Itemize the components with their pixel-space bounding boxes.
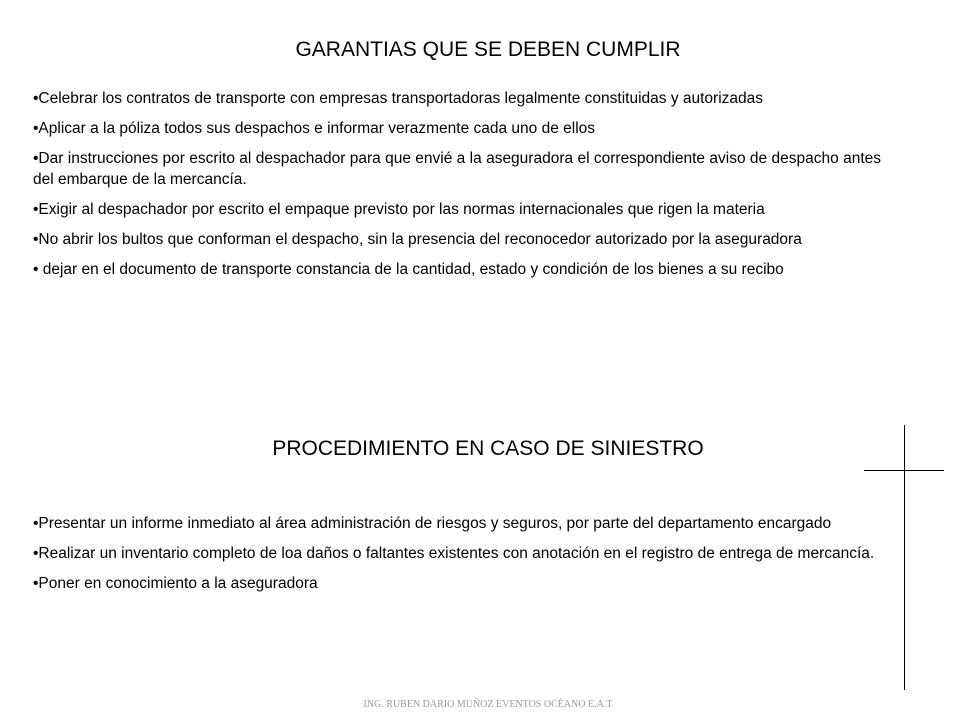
list-item: •Poner en conocimiento a la aseguradora — [33, 575, 318, 592]
list-item: •Aplicar a la póliza todos sus despachos e informar verazmente cada uno de ellos — [33, 120, 596, 137]
procedimiento-list — [33, 513, 881, 603]
list-item: •Exigir al despachador por escrito el empaque previsto por las normas internacionales que rigen la materia — [33, 201, 765, 218]
garantias-list — [33, 88, 881, 289]
list-item: •No abrir los bultos que conforman el despacho, sin la presencia del reconocedor autorizado por la aseguradora — [33, 231, 802, 248]
list-item: •Celebrar los contratos de transporte con empresas transportadoras legalmente constituidas y autorizadas — [33, 90, 764, 107]
section-title-garantias: GARANTIAS QUE SE DEBEN CUMPLIR — [295, 38, 681, 61]
list-item: • dejar en el documento de transporte constancia de la cantidad, estado y condición de los bienes a su recibo — [33, 261, 784, 278]
horizontal-divider — [864, 470, 944, 471]
list-item: •Presentar un informe inmediato al área administración de riesgos y seguros, por parte del departamento encargado — [33, 515, 832, 532]
list-item: •Realizar un inventario completo de loa daños o faltantes existentes con anotación en el registro de entrega de mercancía. — [33, 545, 875, 562]
list-item: •Dar instrucciones por escrito al despachador para que envié a la aseguradora el correspondiente aviso de despacho antes del embarque de la mercancía. — [33, 150, 881, 188]
footer-credit: ING. RUBEN DARIO MUÑOZ EVENTOS OCÉANO E.A.T — [363, 699, 613, 710]
vertical-divider — [904, 425, 905, 690]
section-title-procedimiento: PROCEDIMIENTO EN CASO DE SINIESTRO — [272, 437, 704, 460]
